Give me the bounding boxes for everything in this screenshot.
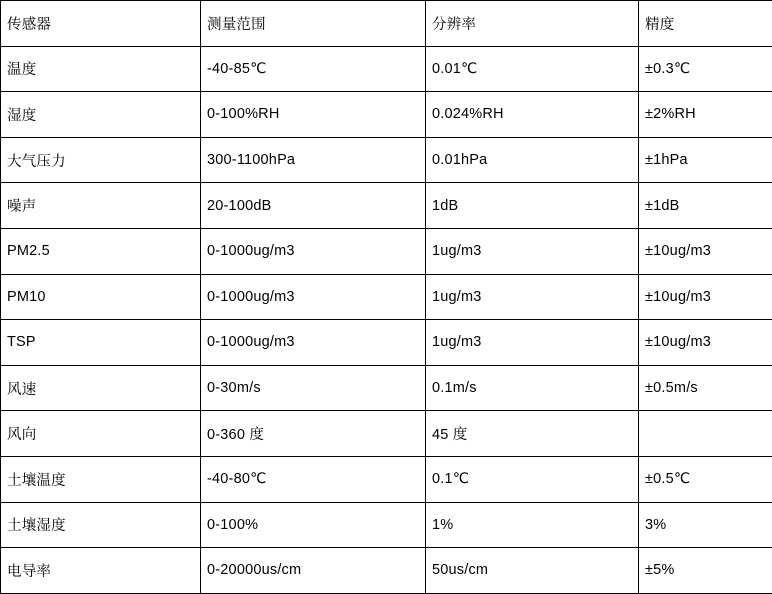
cell-range: -40-85℃ [201, 46, 426, 92]
cell-resolution: 0.01hPa [426, 137, 639, 183]
table-row [1, 228, 772, 274]
column-header-accuracy: 精度 [639, 1, 772, 47]
cell-range: 0-1000ug/m3 [201, 274, 426, 320]
cell-accuracy: ±10ug/m3 [639, 274, 772, 320]
cell-resolution: 1ug/m3 [426, 320, 639, 366]
cell-range: 0-20000us/cm [201, 548, 426, 594]
table-row [1, 502, 772, 548]
table-row [1, 548, 772, 594]
cell-accuracy: ±1dB [639, 183, 772, 229]
column-header-range: 测量范围 [201, 1, 426, 47]
cell-resolution: 1ug/m3 [426, 228, 639, 274]
cell-sensor: 大气压力 [1, 137, 201, 183]
cell-resolution: 50us/cm [426, 548, 639, 594]
table-row [1, 274, 772, 320]
cell-accuracy: ±5% [639, 548, 772, 594]
table-row [1, 183, 772, 229]
table-row [1, 365, 772, 411]
cell-sensor: 温度 [1, 46, 201, 92]
table-row [1, 46, 772, 92]
cell-accuracy: ±2%RH [639, 92, 772, 138]
cell-range: 0-100% [201, 502, 426, 548]
cell-resolution: 45 度 [426, 411, 639, 457]
cell-range: 0-100%RH [201, 92, 426, 138]
cell-sensor: 土壤温度 [1, 456, 201, 502]
cell-range: 0-360 度 [201, 411, 426, 457]
cell-resolution: 0.1m/s [426, 365, 639, 411]
column-header-sensor: 传感器 [1, 1, 201, 47]
column-header-resolution: 分辨率 [426, 1, 639, 47]
cell-resolution: 1dB [426, 183, 639, 229]
cell-resolution: 0.024%RH [426, 92, 639, 138]
cell-accuracy: ±0.3℃ [639, 46, 772, 92]
cell-accuracy: ±1hPa [639, 137, 772, 183]
cell-accuracy: 3% [639, 502, 772, 548]
cell-accuracy [639, 411, 772, 457]
cell-sensor: 湿度 [1, 92, 201, 138]
cell-sensor: 风向 [1, 411, 201, 457]
cell-resolution: 1ug/m3 [426, 274, 639, 320]
cell-range: 0-1000ug/m3 [201, 228, 426, 274]
cell-accuracy: ±10ug/m3 [639, 320, 772, 366]
table-row [1, 137, 772, 183]
cell-sensor: PM10 [1, 274, 201, 320]
cell-sensor: PM2.5 [1, 228, 201, 274]
cell-range: 20-100dB [201, 183, 426, 229]
cell-sensor: 电导率 [1, 548, 201, 594]
cell-resolution: 0.1℃ [426, 456, 639, 502]
cell-accuracy: ±10ug/m3 [639, 228, 772, 274]
cell-resolution: 0.01℃ [426, 46, 639, 92]
table-row [1, 92, 772, 138]
table-row [1, 456, 772, 502]
cell-range: -40-80℃ [201, 456, 426, 502]
cell-sensor: 土壤湿度 [1, 502, 201, 548]
cell-sensor: 风速 [1, 365, 201, 411]
table-header-row [1, 1, 772, 47]
cell-range: 0-1000ug/m3 [201, 320, 426, 366]
cell-accuracy: ±0.5℃ [639, 456, 772, 502]
cell-range: 300-1100hPa [201, 137, 426, 183]
cell-range: 0-30m/s [201, 365, 426, 411]
cell-sensor: TSP [1, 320, 201, 366]
table-row [1, 411, 772, 457]
cell-resolution: 1% [426, 502, 639, 548]
cell-accuracy: ±0.5m/s [639, 365, 772, 411]
table-row [1, 320, 772, 366]
cell-sensor: 噪声 [1, 183, 201, 229]
